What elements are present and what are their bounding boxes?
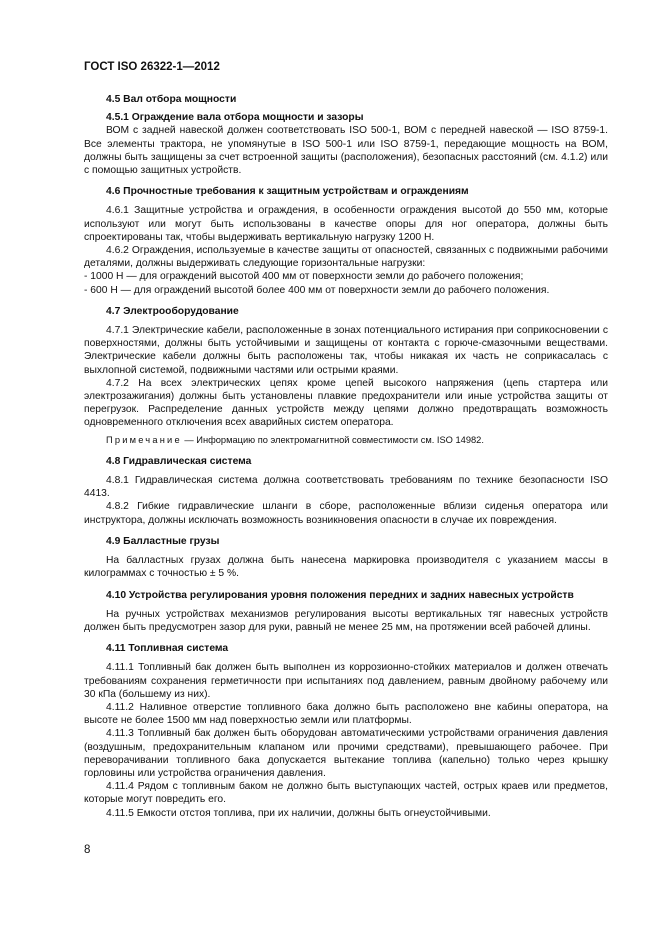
paragraph: 4.8.2 Гибкие гидравлические шланги в сборе, расположенные вблизи сиденья оператора или инструктора, должны исключать возможность возникновения опасности в случае их повреждения.	[84, 501, 608, 526]
paragraph: 4.7.1 Электрические кабели, расположенные в зонах потенциального истирания при соприкосновении с поверхностями, должны быть устойчивыми и защищены от контакта с горюче-смазочными веществами. Электрические кабели должны быть расположены так, чтобы никакая их часть не соприкасалась с выхлопной системой, подвижными частями или острыми краями.	[84, 325, 608, 376]
paragraph: На балластных грузах должна быть нанесена маркировка производителя с указанием массы в килограммах с точностью ± 5 %.	[84, 555, 608, 580]
paragraph: 4.8.1 Гидравлическая система должна соответствовать требованиям по технике безопасности ISO 4413.	[84, 475, 608, 500]
section-heading-4-10: 4.10 Устройства регулирования уровня положения передних и задних навесных устройств	[106, 589, 574, 601]
paragraph: 4.11.3 Топливный бак должен быть оборудован автоматическими устройствами ограничения давления (воздушным, предохранительным клапаном или прочими средствами), превышающего рабочее. При переворачивании топливного бака допускается вытекание топлива (капельно) только через крышку горловины или устройства ограничения давления.	[84, 728, 608, 779]
section-heading-4-6: 4.6 Прочностные требования к защитным устройствам и ограждениям	[106, 186, 469, 198]
paragraph: 4.11.1 Топливный бак должен быть выполнен из коррозионно-стойких материалов и должен отвечать требованиям сохранения герметичности при испытаниях под давлением, равным двойному рабочему или 30 кПа (большему из них).	[84, 662, 608, 700]
paragraph: На ручных устройствах механизмов регулирования высоты вертикальных тяг навесных устройств должен быть предусмотрен зазор для руки, равный не менее 25 мм, на протяжении всей рабочей длины.	[84, 608, 608, 633]
section-heading-4-5: 4.5 Вал отбора мощности	[106, 94, 237, 105]
paragraph: ВОМ с задней навеской должен соответствовать ISO 500-1, ВОМ с передней навеской — ISO 8759-1. Все элементы трактора, не упомянутые в ISO 500-1 или ISO 8759-1, передающие мощность на ВОМ, должны быть защищены за счет встроенной защиты (расположения), безопасных расстояний (см. 4.1.2) или с помощью защитных устройств.	[84, 125, 608, 177]
paragraph: 4.11.5 Емкости отстоя топлива, при их наличии, должны быть огнеустойчивыми.	[106, 807, 491, 819]
section-heading-4-11: 4.11 Топливная система	[106, 643, 229, 655]
section-heading-4-9: 4.9 Балластные грузы	[106, 535, 220, 547]
page-number: 8	[84, 844, 91, 856]
paragraph: 4.6.1 Защитные устройства и ограждения, в особенности ограждения высотой до 550 мм, которые используют или могут быть использованы в качестве опоры для ног оператора, должны быть спроектированы так, чтобы выдерживать вертикальную нагрузку 1200 Н.	[84, 205, 608, 243]
document-header: ГОСТ ISO 26322-1—2012	[84, 61, 220, 73]
paragraph: 4.7.2 На всех электрических цепях кроме цепей высокого напряжения (цепь стартера или электрозажигания) должны быть установлены плавкие предохранители или иные устройства защиты от перегрузок. Распределение данных устройств между цепями должно предотвращать возможность одновременного отключения всех аварийных систем оператора.	[84, 377, 608, 429]
note	[84, 434, 608, 447]
paragraph: 4.11.4 Рядом с топливным баком не должно быть выступающих частей, острых краев или предметов, которые могут повредить его.	[84, 781, 608, 806]
note-text: — Информацию по электромагнитной совместимости см. ISO 14982.	[181, 434, 484, 445]
note-label: Примечание	[106, 434, 182, 445]
list-item: - 600 Н — для ограждений высотой более 400 мм от поверхности земли до рабочего положения.	[84, 284, 550, 296]
section-heading-4-8: 4.8 Гидравлическая система	[106, 455, 252, 467]
list-item: - 1000 Н — для ограждений высотой 400 мм от поверхности земли до рабочего положения;	[84, 271, 524, 283]
subsection-heading-4-5-1: 4.5.1 Ограждение вала отбора мощности и зазоры	[106, 112, 364, 124]
section-heading-4-7: 4.7 Электрооборудование	[106, 305, 239, 317]
paragraph: 4.11.2 Наливное отверстие топливного бака должно быть расположено вне кабины оператора, на высоте не более 1500 мм над поверхностью земли или платформы.	[84, 701, 608, 727]
document-body	[84, 93, 608, 820]
paragraph: 4.6.2 Ограждения, используемые в качестве защиты от опасностей, связанных с подвижными рабочими деталями, должны выдерживать следующие горизонтальные нагрузки:	[84, 245, 608, 270]
